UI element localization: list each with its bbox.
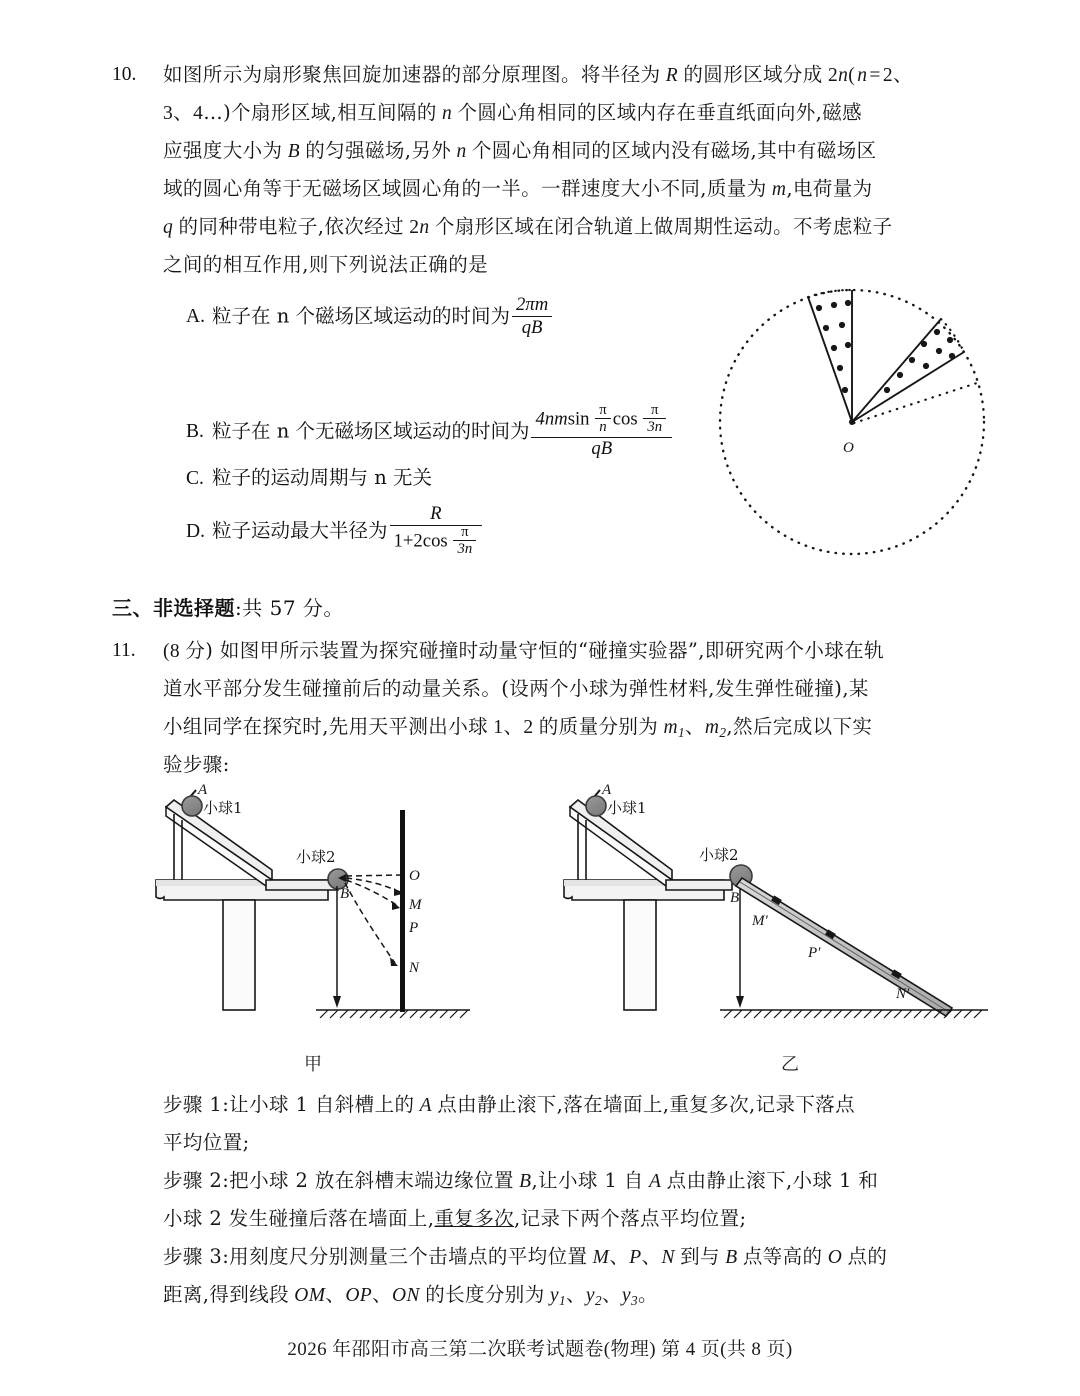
q10-figure	[712, 272, 992, 562]
q11-line-2: 道水平部分发生碰撞前后的动量关系。(设两个小球为弹性材料,发生弹性碰撞),某	[163, 677, 869, 700]
inner-fraction-pi-over-n	[595, 403, 610, 436]
inner-numerator: π	[651, 402, 659, 418]
field-dots-sector-2	[884, 329, 955, 393]
ball-2-label: 小球2	[699, 846, 739, 864]
q10-line-3: 应强度大小为 B 的匀强磁场,另外 n 个圆心角相同的区域内没有磁场,其中有磁场区	[163, 139, 877, 162]
inner-denominator: n	[595, 418, 610, 435]
ramp-point-M-prime: M′	[752, 913, 768, 929]
q10-option-D-fraction	[390, 504, 483, 559]
q10-option-D-text: 粒子运动最大半径为	[212, 518, 388, 542]
section-3-title: 三、非选择题	[112, 596, 235, 620]
inner-numerator: π	[599, 402, 607, 418]
fraction-numerator: 4nmsin $\frac{\pi}{n}$ cos $\frac{\pi}{3n}$	[531, 404, 672, 437]
inclined-ramp	[736, 878, 952, 1016]
q11-step-3-line-1: 步骤 3:用刻度尺分别测量三个击墙点的平均位置 M、P、N 到与 B 点等高的 O 点的	[163, 1245, 888, 1268]
wall-point-N: N	[409, 960, 420, 976]
center-label-O: O	[843, 440, 854, 456]
height-arrow	[333, 886, 341, 1008]
q11-line-1: (8 分) 如图甲所示装置为探究碰撞时动量守恒的“碰撞实验器”,即研究两个小球在轨	[163, 639, 884, 662]
field-dots-sector-1	[816, 300, 851, 393]
ramp-point-P-prime: P′	[808, 945, 821, 961]
fraction-denominator: qB	[531, 437, 672, 460]
q10-option-A-text: 粒子在 n 个磁场区域运动的时间为	[212, 304, 510, 328]
point-A-label: A	[198, 782, 208, 798]
height-arrow	[736, 888, 744, 1008]
q11-step-2-line-2: 小球 2 发生碰撞后落在墙面上,重复多次,记录下两个落点平均位置;	[163, 1207, 747, 1230]
fraction-denominator	[390, 525, 483, 559]
ball-1-label: 小球1	[203, 799, 243, 817]
table-leg	[624, 900, 656, 1010]
wall	[400, 810, 405, 1012]
field-sector-1	[808, 290, 852, 422]
q10-line-2: 3、4…)个扇形区域,相互间隔的 n 个圆心角相同的区域内存在垂直纸面向外,磁感	[163, 101, 863, 124]
q10-option-C	[186, 462, 432, 490]
point-A-label: A	[602, 782, 612, 798]
q11-line-4: 验步骤:	[163, 753, 230, 776]
wall-point-P: P	[409, 920, 419, 936]
field-sector-2	[852, 319, 964, 422]
q10-option-B-label: B.	[186, 421, 204, 443]
wall-point-M: M	[409, 897, 422, 913]
q10-option-D-label: D.	[186, 520, 205, 542]
ground	[316, 1010, 470, 1018]
q10-option-B	[186, 402, 674, 461]
question-11-number: 11.	[112, 640, 136, 661]
wall-point-O: O	[409, 868, 420, 884]
q10-option-C-text: 粒子的运动周期与 n 无关	[212, 466, 432, 489]
q10-option-D	[186, 505, 484, 560]
inner-numerator: π	[461, 523, 469, 540]
page-footer: 2026 年邵阳市高三第二次联考试题卷(物理) 第 4 页(共 8 页)	[287, 1339, 793, 1360]
section-3-subtitle: :共 57 分。	[235, 596, 344, 620]
ball-1	[586, 796, 606, 816]
apparatus-yi-svg	[556, 782, 996, 1044]
q10-option-B-fraction	[531, 404, 672, 460]
inner-fraction-pi-over-3n	[453, 525, 476, 558]
inner-denominator: 3n	[453, 540, 476, 557]
ball-2-label: 小球2	[296, 848, 336, 866]
q11-figure-jia	[148, 782, 478, 1044]
point-B-label: B	[340, 886, 350, 902]
q11-step-2-line-1: 步骤 2:把小球 2 放在斜槽末端边缘位置 B,让小球 1 自 A 点由静止滚下,小球 1 和	[163, 1169, 879, 1192]
section-3-heading	[112, 592, 344, 621]
q11-step-1-line-2: 平均位置;	[163, 1131, 250, 1154]
inner-fraction-pi-over-3n	[643, 403, 666, 436]
q10-option-C-label: C.	[186, 468, 204, 489]
ball-1-label: 小球1	[607, 799, 647, 817]
q10-line-6: 之间的相互作用,则下列说法正确的是	[163, 253, 488, 276]
fraction-numerator: R	[430, 503, 442, 524]
q11-step-3-line-2: 距离,得到线段 OM、OP、ON 的长度分别为 $y_1$、$y_2$、$y_3$。	[163, 1283, 658, 1308]
trajectory-lines	[345, 875, 400, 963]
fraction-numerator: 2πm	[515, 294, 549, 315]
figure-jia-caption: 甲	[304, 1054, 322, 1075]
apparatus-jia-svg	[148, 782, 478, 1044]
dotted-radius	[854, 382, 980, 423]
fraction-denominator: qB	[512, 316, 552, 339]
cyclotron-svg	[712, 272, 992, 562]
figure-yi-caption: 乙	[781, 1054, 799, 1075]
q10-line-1: 如图所示为扇形聚焦回旋加速器的部分原理图。将半径为 R 的圆形区域分成 2n( n = 2、	[163, 63, 913, 86]
inner-denominator: 3n	[643, 418, 666, 435]
q11-figure-yi	[556, 782, 996, 1044]
q10-option-B-text: 粒子在 n 个无磁场区域运动的时间为	[212, 419, 530, 443]
q10-line-5: q 的同种带电粒子,依次经过 2n 个扇形区域在闭合轨道上做周期性运动。不考虑粒子	[163, 215, 893, 238]
q11-step-1-line-1: 步骤 1:让小球 1 自斜槽上的 A 点由静止滚下,落在墙面上,重复多次,记录下落点	[163, 1093, 856, 1116]
ball-1	[182, 796, 202, 816]
q10-option-A-label: A.	[186, 306, 205, 328]
question-10-number: 10.	[112, 64, 137, 85]
ramp-point-N-prime: N′	[896, 986, 910, 1002]
q10-option-A	[186, 296, 554, 340]
q10-line-4: 域的圆心角等于无磁场区域圆心角的一半。一群速度大小不同,质量为 m,电荷量为	[163, 177, 873, 200]
q11-line-3: 小组同学在探究时,先用天平测出小球 1、2 的质量分别为 $m_1$、$m_2$,然后完成以下实	[163, 715, 873, 740]
point-B-label: B	[730, 890, 740, 906]
denominator-prefix: 1+2cos	[393, 530, 448, 552]
table-leg	[223, 900, 255, 1010]
q10-option-A-fraction	[512, 295, 552, 339]
